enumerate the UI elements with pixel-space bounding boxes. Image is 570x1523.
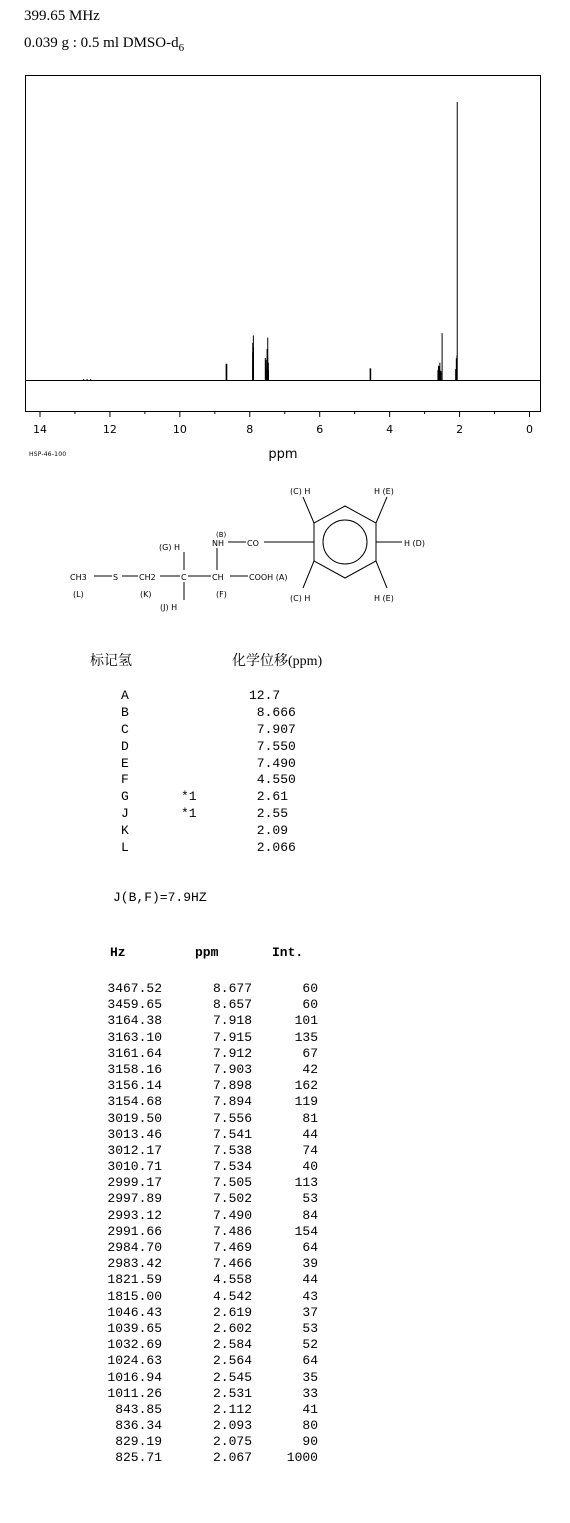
peak-intensity: 44 bbox=[302, 1126, 318, 1142]
peak-intensity: 53 bbox=[302, 1191, 318, 1207]
peak-ppm: 2.112 bbox=[212, 1401, 252, 1417]
shift-label: D bbox=[121, 738, 129, 754]
bond-ring-lower-left bbox=[303, 561, 314, 588]
peak-intensity: 64 bbox=[302, 1353, 318, 1369]
peak-row bbox=[0, 1191, 340, 1207]
ring-h-d: H (D) bbox=[404, 539, 425, 548]
peak-intensity: 154 bbox=[294, 1223, 318, 1239]
shift-label: E bbox=[121, 755, 129, 771]
c-atom: C bbox=[181, 573, 187, 582]
peak-row bbox=[0, 1175, 340, 1191]
peak-row bbox=[0, 1208, 340, 1224]
shift-value: 12.7 bbox=[249, 688, 281, 703]
header-int: Int. bbox=[272, 945, 304, 960]
shift-table-shift-header: 化学位移(ppm) bbox=[232, 654, 323, 669]
peak-ppm: 2.075 bbox=[212, 1434, 252, 1450]
peak-row bbox=[0, 1450, 340, 1466]
peak-hz: 3012.17 bbox=[107, 1142, 162, 1158]
peak-intensity: 135 bbox=[294, 1029, 318, 1045]
shift-note: *1 bbox=[181, 806, 197, 822]
shift-label: B bbox=[121, 704, 129, 720]
peak-hz: 825.71 bbox=[115, 1450, 162, 1466]
peak-row bbox=[0, 1321, 340, 1337]
peak-row bbox=[0, 1418, 340, 1434]
peak-hz: 3163.10 bbox=[107, 1029, 162, 1045]
ch2-group: CH2 bbox=[139, 573, 156, 582]
shift-label: C bbox=[121, 721, 129, 737]
peak-hz: 3164.38 bbox=[107, 1013, 162, 1029]
ring-h-e-top: H (E) bbox=[374, 487, 394, 496]
peak-hz: 3019.50 bbox=[107, 1110, 162, 1126]
peak-hz: 843.85 bbox=[115, 1401, 162, 1417]
header-ppm: ppm bbox=[195, 945, 219, 960]
peak-intensity: 43 bbox=[302, 1288, 318, 1304]
shift-note: *1 bbox=[181, 789, 197, 805]
x-tick-label: 14 bbox=[32, 423, 47, 436]
peak-intensity: 42 bbox=[302, 1061, 318, 1077]
peak-row bbox=[0, 1062, 340, 1078]
peak-hz: 829.19 bbox=[115, 1434, 162, 1450]
shift-value: 7.907 bbox=[249, 721, 296, 737]
jh-group: (J) H bbox=[160, 603, 178, 612]
peak-row bbox=[0, 1256, 340, 1272]
cooh-group: COOH (A) bbox=[249, 573, 288, 582]
peak-ppm: 7.903 bbox=[212, 1061, 252, 1077]
peak-ppm: 2.545 bbox=[212, 1369, 252, 1385]
peak-hz: 3161.64 bbox=[107, 1045, 162, 1061]
peak-ppm: 2.531 bbox=[212, 1385, 252, 1401]
peak-row bbox=[0, 1289, 340, 1305]
peak-hz: 1046.43 bbox=[107, 1304, 162, 1320]
peak-row bbox=[0, 1111, 340, 1127]
peak-ppm: 7.894 bbox=[212, 1094, 252, 1110]
peak-hz: 1032.69 bbox=[107, 1337, 162, 1353]
peak-hz: 1821.59 bbox=[107, 1272, 162, 1288]
peak-intensity: 37 bbox=[302, 1304, 318, 1320]
bond-ring-lower-right bbox=[376, 561, 387, 588]
chemical-structure bbox=[0, 0, 570, 630]
peak-intensity: 33 bbox=[302, 1385, 318, 1401]
label-f: (F) bbox=[216, 590, 227, 599]
sample-subscript: 6 bbox=[178, 42, 185, 54]
peak-row bbox=[0, 1143, 340, 1159]
peak-row bbox=[0, 1030, 340, 1046]
shift-label: G bbox=[121, 789, 129, 805]
spectrum-code: HSP-46-100 bbox=[29, 451, 67, 458]
peak-row bbox=[0, 1078, 340, 1094]
peak-row bbox=[0, 1337, 340, 1353]
shift-table-label-header: 标记氢 bbox=[90, 654, 132, 669]
peak-ppm: 4.558 bbox=[212, 1272, 252, 1288]
co-group: CO bbox=[247, 539, 259, 548]
sample-text: 0.039 g : 0.5 ml DMSO-d bbox=[24, 35, 179, 51]
peak-ppm: 7.502 bbox=[212, 1191, 252, 1207]
peak-row bbox=[0, 1046, 340, 1062]
shift-label: L bbox=[121, 840, 129, 856]
peak-hz: 1016.94 bbox=[107, 1369, 162, 1385]
peak-row bbox=[0, 1127, 340, 1143]
peak-table bbox=[0, 981, 340, 1467]
peak-intensity: 40 bbox=[302, 1159, 318, 1175]
shift-value: 2.61 bbox=[249, 789, 289, 805]
peak-ppm: 7.469 bbox=[212, 1240, 252, 1255]
peak-hz: 3459.65 bbox=[107, 997, 162, 1013]
peak-ppm: 7.556 bbox=[212, 1110, 252, 1126]
peak-hz: 2983.42 bbox=[107, 1256, 162, 1272]
shift-label: F bbox=[121, 772, 129, 788]
peak-ppm: 2.619 bbox=[212, 1304, 252, 1320]
peak-ppm: 2.584 bbox=[212, 1337, 252, 1353]
peak-ppm: 2.067 bbox=[212, 1450, 252, 1466]
peak-row bbox=[0, 1094, 340, 1110]
peak-intensity: 162 bbox=[294, 1078, 318, 1094]
peak-intensity: 101 bbox=[294, 1013, 318, 1029]
peak-ppm: 4.542 bbox=[212, 1288, 252, 1304]
peak-table-header bbox=[0, 945, 304, 963]
shift-label: A bbox=[121, 688, 129, 703]
peak-row bbox=[0, 1370, 340, 1386]
peak-row bbox=[0, 997, 340, 1013]
peak-hz: 3010.71 bbox=[107, 1159, 162, 1175]
shift-value: 7.490 bbox=[249, 755, 296, 771]
nh-group: NH bbox=[212, 539, 224, 548]
peak-intensity: 35 bbox=[302, 1369, 318, 1385]
peak-hz: 3158.16 bbox=[107, 1061, 162, 1077]
peak-intensity: 60 bbox=[302, 997, 318, 1013]
peak-row bbox=[0, 981, 340, 997]
peak-ppm: 7.490 bbox=[212, 1207, 252, 1223]
ch3-group: CH3 bbox=[70, 573, 87, 582]
peak-ppm: 2.564 bbox=[212, 1353, 252, 1369]
peak-intensity: 80 bbox=[302, 1418, 318, 1434]
ring-h-e-bottom: H (E) bbox=[374, 594, 394, 603]
peak-intensity: 1000 bbox=[286, 1450, 318, 1466]
peak-intensity: 64 bbox=[302, 1240, 318, 1255]
peak-intensity: 90 bbox=[302, 1434, 318, 1450]
label-l: (L) bbox=[73, 590, 84, 599]
peak-row bbox=[0, 1013, 340, 1029]
shift-value: 7.550 bbox=[249, 738, 296, 754]
shift-value: 2.55 bbox=[249, 806, 289, 822]
peak-ppm: 7.505 bbox=[212, 1175, 252, 1191]
header-hz: Hz bbox=[110, 945, 126, 960]
bond-ring-upper-right bbox=[376, 497, 387, 523]
peak-hz: 3156.14 bbox=[107, 1078, 162, 1094]
peak-hz: 1039.65 bbox=[107, 1320, 162, 1336]
peak-row bbox=[0, 1224, 340, 1240]
peak-hz: 836.34 bbox=[115, 1418, 162, 1434]
peak-intensity: 84 bbox=[302, 1207, 318, 1223]
label-k: (K) bbox=[140, 590, 152, 599]
peak-ppm: 7.898 bbox=[212, 1078, 252, 1094]
peak-intensity: 113 bbox=[294, 1175, 318, 1191]
peak-row bbox=[0, 1272, 340, 1288]
x-tick-label: 10 bbox=[172, 423, 187, 436]
shift-value: 2.09 bbox=[249, 823, 289, 839]
peak-intensity: 74 bbox=[302, 1142, 318, 1158]
ch-group: CH bbox=[212, 573, 224, 582]
peak-ppm: 8.657 bbox=[212, 997, 252, 1013]
peak-hz: 2993.12 bbox=[107, 1207, 162, 1223]
peak-hz: 3154.68 bbox=[107, 1094, 162, 1110]
s-atom: S bbox=[113, 573, 119, 582]
peak-row bbox=[0, 1240, 340, 1256]
peak-intensity: 119 bbox=[294, 1094, 318, 1110]
peak-hz: 1815.00 bbox=[107, 1288, 162, 1304]
peak-ppm: 2.602 bbox=[212, 1320, 252, 1336]
x-tick-label: 6 bbox=[316, 423, 324, 436]
peak-row bbox=[0, 1386, 340, 1402]
shift-label: J bbox=[121, 806, 129, 822]
ring-h-c-top: (C) H bbox=[290, 487, 311, 496]
peak-intensity: 52 bbox=[302, 1337, 318, 1353]
bond-ring-upper-left bbox=[303, 497, 314, 523]
peak-ppm: 7.541 bbox=[212, 1126, 252, 1142]
peak-ppm: 7.486 bbox=[212, 1223, 252, 1239]
peak-hz: 2991.66 bbox=[107, 1223, 162, 1239]
peak-row bbox=[0, 1353, 340, 1369]
peak-hz: 1024.63 bbox=[107, 1353, 162, 1369]
shift-value: 2.066 bbox=[249, 840, 296, 856]
peak-hz: 3013.46 bbox=[107, 1126, 162, 1142]
peak-hz: 3467.52 bbox=[107, 981, 162, 996]
peak-hz: 2984.70 bbox=[107, 1240, 162, 1255]
peak-intensity: 53 bbox=[302, 1320, 318, 1336]
peak-ppm: 7.466 bbox=[212, 1256, 252, 1272]
peak-row bbox=[0, 1434, 340, 1450]
x-tick-label: 2 bbox=[456, 423, 464, 436]
x-tick-label: 12 bbox=[102, 423, 117, 436]
gh-group: (G) H bbox=[159, 543, 180, 552]
peak-ppm: 8.677 bbox=[212, 981, 252, 996]
x-tick-label: 4 bbox=[386, 423, 394, 436]
peak-intensity: 41 bbox=[302, 1401, 318, 1417]
peak-ppm: 7.918 bbox=[212, 1013, 252, 1029]
peak-intensity: 67 bbox=[302, 1045, 318, 1061]
peak-hz: 1011.26 bbox=[107, 1385, 162, 1401]
peak-ppm: 7.538 bbox=[212, 1142, 252, 1158]
x-tick-label: 8 bbox=[246, 423, 254, 436]
peak-ppm: 7.534 bbox=[212, 1159, 252, 1175]
peak-intensity: 81 bbox=[302, 1110, 318, 1126]
peak-ppm: 7.912 bbox=[212, 1045, 252, 1061]
x-tick-label: 0 bbox=[526, 423, 534, 436]
peak-intensity: 39 bbox=[302, 1256, 318, 1272]
peak-ppm: 7.915 bbox=[212, 1029, 252, 1045]
shift-value: 8.666 bbox=[249, 704, 296, 720]
peak-hz: 2999.17 bbox=[107, 1175, 162, 1191]
spectrometer-frequency: 399.65 MHz bbox=[24, 8, 100, 24]
peak-row bbox=[0, 1402, 340, 1418]
peak-intensity: 60 bbox=[302, 981, 318, 996]
peak-row bbox=[0, 1159, 340, 1175]
peak-intensity: 44 bbox=[302, 1272, 318, 1288]
shift-value: 4.550 bbox=[249, 772, 296, 788]
aromatic-circle bbox=[323, 520, 367, 564]
coupling-constant: J(B,F)=7.9HZ bbox=[113, 890, 207, 905]
nh-label-b: (B) bbox=[216, 531, 227, 539]
peak-ppm: 2.093 bbox=[212, 1418, 252, 1434]
shift-label: K bbox=[121, 823, 129, 839]
ring-h-c-bottom: (C) H bbox=[290, 594, 311, 603]
x-axis-label: ppm bbox=[268, 447, 298, 462]
peak-hz: 2997.89 bbox=[107, 1191, 162, 1207]
peak-row bbox=[0, 1305, 340, 1321]
